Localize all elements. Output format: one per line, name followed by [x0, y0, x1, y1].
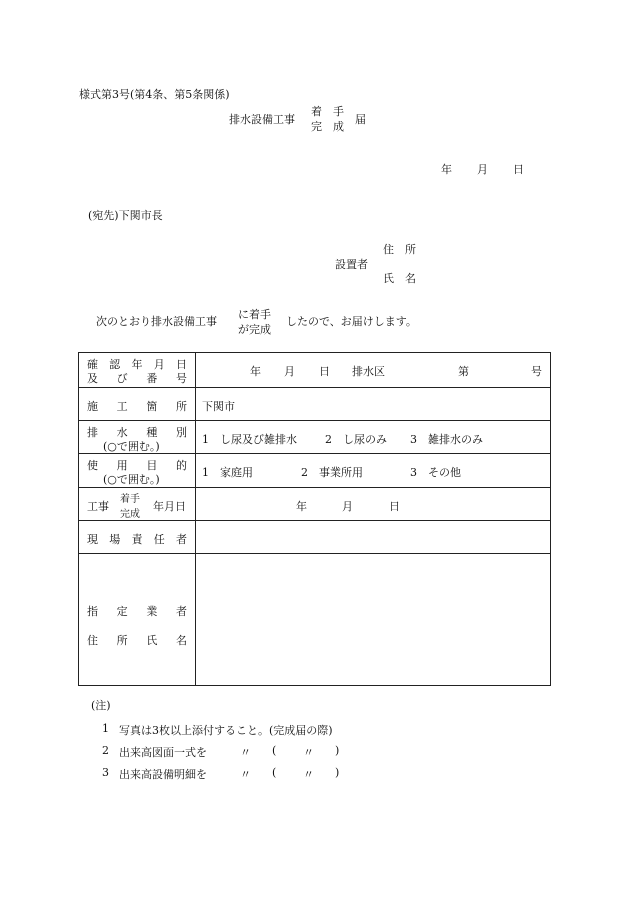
addressee: (宛先)下関市長 [88, 209, 163, 222]
label-note: (○で囲む。) [103, 440, 160, 453]
label-char: 施 [87, 400, 98, 413]
table-row-drainage-type [79, 420, 550, 454]
label-char: 番 [146, 372, 158, 385]
table-row-location [79, 387, 550, 421]
title-top-char-1: 着 [311, 105, 322, 118]
label-char: 指 [87, 605, 98, 618]
label-char: 及 [87, 372, 98, 385]
purpose-option-1[interactable]: 1 家庭用 [202, 466, 253, 479]
confirmation-value-cell[interactable] [196, 353, 550, 387]
note-1-text: 写真は3枚以上添付すること。(完成届の際) [119, 724, 333, 737]
label-char: 使 [87, 459, 98, 472]
label-char: 定 [116, 605, 128, 618]
note-3-ditto-2: 〃 [303, 768, 314, 781]
date-day: 日 [513, 163, 524, 176]
note-2-number: 2 [102, 744, 109, 757]
note-2-ditto-1: 〃 [240, 746, 251, 759]
label-char: び [116, 372, 128, 385]
label-char: 月 [153, 358, 165, 371]
label-char: 目 [146, 459, 158, 472]
title-bottom-char-2: 成 [333, 120, 344, 133]
note-3-ditto-1: 〃 [240, 768, 251, 781]
drainage-option-3[interactable]: 3 雑排水のみ [410, 433, 483, 446]
form-number: 様式第3号(第4条、第5条関係) [79, 88, 230, 101]
location-value: 下関市 [202, 400, 235, 413]
label-char: 現 [87, 533, 98, 546]
label-char: 用 [116, 459, 128, 472]
label-char: 箇 [146, 400, 158, 413]
title-top-char-2: 手 [333, 105, 344, 118]
label-char: 者 [176, 533, 187, 546]
confirmation-no-prefix: 第 [458, 365, 469, 378]
table-row-purpose [79, 453, 550, 488]
confirmation-no-suffix: 号 [531, 365, 542, 378]
note-3-paren-close: ) [335, 766, 340, 779]
note-2-text: 出来高図面一式を [119, 746, 207, 759]
site-manager-value-cell[interactable] [196, 521, 550, 554]
work-date-day: 日 [389, 500, 400, 513]
title-bottom-char-1: 完 [311, 120, 322, 133]
note-2-ditto-2: 〃 [303, 746, 314, 759]
label-char: 氏 [146, 634, 158, 647]
installer-address-char-2: 所 [405, 243, 416, 256]
location-value-cell[interactable] [196, 388, 550, 421]
purpose-option-3[interactable]: 3 その他 [410, 466, 461, 479]
drainage-option-2[interactable]: 2 し尿のみ [325, 433, 387, 446]
purpose-option-2[interactable]: 2 事業所用 [301, 466, 363, 479]
table-row-site-manager [79, 520, 550, 554]
statement-option-top: に着手 [238, 308, 271, 321]
table-row-work-date [79, 487, 550, 521]
note-1-number: 1 [102, 722, 109, 735]
label-char: 工 [116, 400, 128, 413]
installer-name-char-2: 名 [405, 272, 416, 285]
label-char: 所 [175, 400, 187, 413]
label-char: 的 [175, 459, 187, 472]
label-char: 者 [175, 605, 187, 618]
note-2-paren-close: ) [335, 744, 340, 757]
label-char: 確 [87, 358, 98, 371]
drainage-type-value-cell [196, 421, 550, 454]
label-char: 号 [175, 372, 187, 385]
statement-prefix: 次のとおり排水設備工事 [96, 315, 217, 328]
label-char: 責 [131, 533, 143, 546]
label-char: 年 [131, 358, 143, 371]
label-char: 住 [87, 634, 98, 647]
confirmation-day: 日 [319, 365, 330, 378]
label-char: 水 [116, 426, 128, 439]
label-char: 場 [109, 533, 121, 546]
confirmation-district: 排水区 [352, 365, 385, 378]
label-char: 日 [176, 358, 187, 371]
note-3-number: 3 [102, 766, 109, 779]
work-date-month: 月 [342, 500, 353, 513]
work-date-year: 年 [296, 500, 307, 513]
label-char: 所 [116, 634, 128, 647]
note-3-paren-open: ( [272, 766, 277, 779]
installer-name-char-1: 氏 [383, 272, 394, 285]
work-date-label-prefix: 工事 [87, 500, 109, 513]
confirmation-year: 年 [250, 365, 261, 378]
label-char: 種 [146, 426, 158, 439]
note-3-text: 出来高設備明細を [119, 768, 207, 781]
form-table [78, 352, 551, 686]
note-2-paren-open: ( [272, 744, 277, 757]
work-date-value-cell[interactable] [196, 488, 550, 521]
notes-heading: (注) [91, 699, 111, 712]
drainage-option-1[interactable]: 1 し尿及び雑排水 [202, 433, 297, 446]
statement-option-bottom: が完成 [238, 323, 271, 336]
purpose-value-cell [196, 454, 550, 488]
label-char: 認 [109, 358, 121, 371]
installer-label: 設置者 [335, 258, 368, 271]
statement-suffix: したので、お届けします。 [286, 315, 417, 328]
label-char: 排 [87, 426, 98, 439]
work-date-label-suffix: 年月日 [153, 500, 186, 513]
table-row-contractor [79, 553, 550, 686]
label-char: 任 [153, 533, 165, 546]
work-date-label-top: 着手 [120, 494, 140, 505]
label-char: 名 [175, 634, 187, 647]
label-note: (○で囲む。) [103, 473, 160, 486]
label-char: 別 [175, 426, 187, 439]
installer-address-char-1: 住 [383, 243, 394, 256]
label-char: 業 [146, 605, 158, 618]
date-month: 月 [477, 163, 488, 176]
title-suffix: 届 [355, 113, 366, 126]
title-main: 排水設備工事 [229, 113, 295, 126]
confirmation-month: 月 [284, 365, 295, 378]
contractor-value-cell[interactable] [196, 554, 550, 686]
table-row-confirmation [79, 353, 550, 387]
date-year: 年 [441, 163, 452, 176]
work-date-label-bottom: 完成 [120, 509, 140, 520]
